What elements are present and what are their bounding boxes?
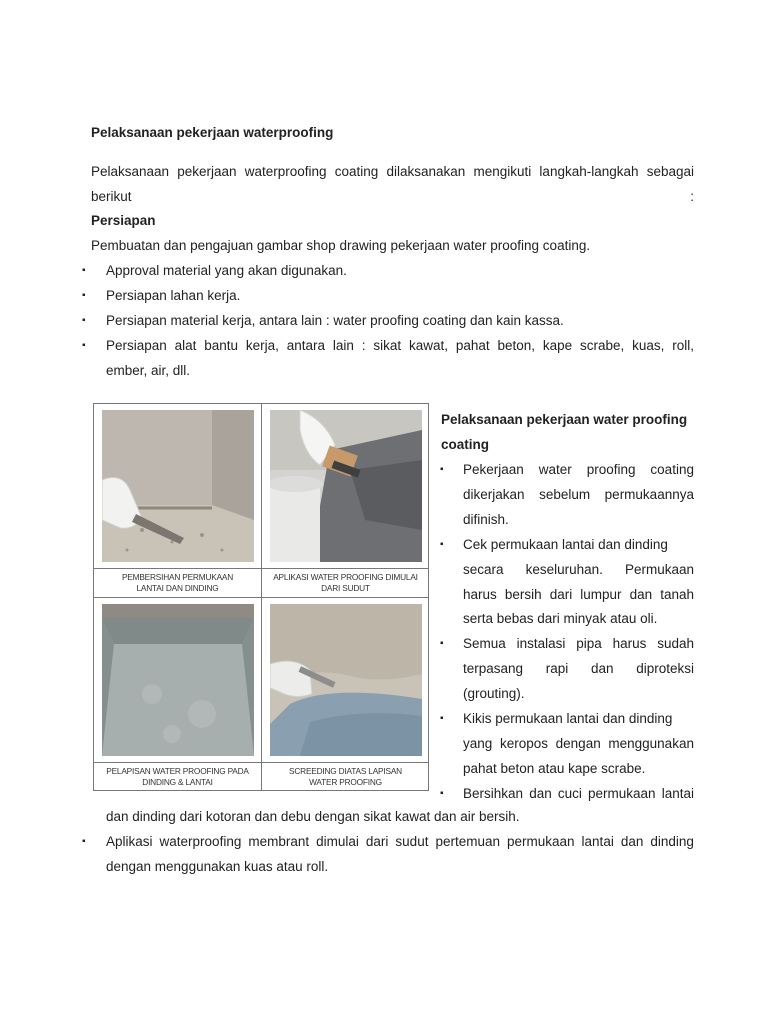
- persiapan-bullet-4: Persiapan alat bantu kerja, antara lain : sikat kawat, pahat beton, kape scrabe, kuas, roll,: [106, 338, 694, 353]
- bullet-continuation: dan dinding dari kotoran dan debu dengan sikat kawat dan air bersih.: [106, 809, 520, 824]
- pelaksanaan-line: [463, 785, 694, 803]
- photo-coating-corner: [270, 410, 422, 562]
- word: lantai: [661, 785, 694, 801]
- word: dengan: [555, 735, 601, 751]
- word: pipa: [576, 636, 602, 652]
- word: lumpur: [580, 586, 622, 602]
- word: water: [538, 462, 572, 477]
- pelaksanaan-line: [463, 561, 694, 579]
- pelaksanaan-line: [463, 660, 694, 678]
- photo-cell-4: [262, 598, 429, 791]
- word: Aplikasi: [106, 834, 153, 849]
- section-title-pelaksanaan: Pelaksanaan pekerjaan water proofing: [441, 412, 688, 427]
- pelaksanaan-line: Cek permukaan lantai dan dinding: [463, 536, 668, 552]
- word: harus: [612, 636, 647, 652]
- word: membrant: [248, 834, 310, 849]
- word: Pekerjaan: [463, 462, 524, 477]
- word: dan: [590, 661, 614, 677]
- word: bersih: [504, 586, 542, 602]
- photo-coating-wall-floor: [102, 604, 254, 756]
- word: keseluruhan.: [525, 561, 603, 577]
- word: dikerjakan: [463, 486, 525, 502]
- pelaksanaan-line: [463, 461, 694, 479]
- bullet-icon: ▪: [82, 315, 86, 326]
- photo-cleaning-surface: [102, 410, 254, 562]
- photo-caption-1: PEMBERSIHAN PERMUKAAN LANTAI DAN DINDING: [94, 568, 261, 596]
- persiapan-bullet-4-cont: ember, air, dll.: [106, 363, 191, 378]
- word: permukaannya: [604, 486, 694, 502]
- intro-berikut: berikut: [91, 189, 132, 204]
- photo-cell-3: [94, 598, 261, 791]
- pelaksanaan-line: [463, 486, 694, 504]
- photo-cell-1: [94, 404, 261, 597]
- bullet-icon: ▪: [440, 538, 444, 550]
- persiapan-lead: Pembuatan dan pengajuan gambar shop drawing pekerjaan water proofing coating.: [91, 238, 591, 253]
- word: dan: [620, 834, 644, 849]
- aplikasi-line-1: [106, 833, 694, 851]
- word: menggunakan: [608, 735, 694, 751]
- word: keropos: [499, 735, 548, 751]
- bullet-icon: ▪: [82, 836, 86, 847]
- word: coating: [650, 462, 694, 477]
- word: proofing: [586, 462, 636, 477]
- word: terpasang: [463, 661, 524, 677]
- word: Bersihkan: [463, 785, 524, 801]
- word: dan: [529, 785, 552, 801]
- word: rapi: [545, 661, 569, 677]
- bullet-icon: ▪: [82, 290, 86, 301]
- word: sudah: [657, 636, 694, 652]
- photo-caption-2: APLIKASI WATER PROOFING DIMULAI DARI SUDUT: [262, 568, 429, 596]
- intro-colon: :: [690, 189, 694, 204]
- photo-screeding: [270, 604, 422, 756]
- word: permukaan: [507, 834, 575, 849]
- intro-line-2: [91, 188, 694, 206]
- intro-line-1: Pelaksanaan pekerjaan waterproofing coating dilaksanakan mengikuti langkah-langkah sebagai: [91, 164, 694, 179]
- photo-caption-4: SCREEDING DIATAS LAPISAN WATER PROOFING: [262, 762, 429, 790]
- pelaksanaan-line: [463, 586, 694, 604]
- persiapan-bullet-1: Approval material yang akan digunakan.: [106, 263, 347, 278]
- photo-grid: [93, 403, 429, 791]
- persiapan-bullet-2: Persiapan lahan kerja.: [106, 288, 241, 303]
- pelaksanaan-line: (grouting).: [463, 686, 525, 702]
- persiapan-bullet-3: Persiapan material kerja, antara lain : water proofing coating dan kain kassa.: [106, 313, 564, 328]
- word: permukaan: [588, 785, 656, 801]
- pelaksanaan-line: [463, 735, 694, 753]
- intro-text: [91, 163, 694, 181]
- word: waterproofing: [159, 834, 242, 849]
- word: dan: [629, 586, 653, 602]
- word: dinding: [650, 834, 694, 849]
- section-title-persiapan: Persiapan: [91, 213, 156, 228]
- photo-cell-2: [262, 404, 429, 597]
- aplikasi-line-2: dengan menggunakan kuas atau roll.: [106, 859, 329, 874]
- page-heading: Pelaksanaan pekerjaan waterproofing: [91, 125, 334, 140]
- word: instalasi: [516, 636, 566, 652]
- word: diproteksi: [636, 661, 694, 677]
- word: dari: [365, 834, 389, 849]
- word: lantai: [581, 834, 614, 849]
- section-title-pelaksanaan-cont: coating: [441, 437, 490, 452]
- word: Semua: [463, 636, 506, 652]
- pelaksanaan-line: difinish.: [463, 511, 509, 527]
- word: Permukaan: [624, 561, 694, 577]
- pelaksanaan-line: pahat beton atau kape scrabe.: [463, 760, 646, 776]
- pelaksanaan-line: Kikis permukaan lantai dan dinding: [463, 711, 673, 726]
- bullet-icon: ▪: [440, 464, 444, 475]
- photo-caption-3: PELAPISAN WATER PROOFING PADA DINDING & LANTAI: [94, 762, 261, 790]
- word: dari: [549, 586, 573, 602]
- bullet-icon: ▪: [440, 787, 444, 799]
- word: pertemuan: [435, 834, 500, 849]
- word: tanah: [660, 586, 694, 602]
- bullet-icon: ▪: [440, 713, 444, 724]
- bullet-icon: ▪: [82, 265, 86, 276]
- word: cuci: [557, 785, 582, 801]
- word: sebelum: [539, 486, 591, 502]
- word: yang: [463, 735, 493, 751]
- bullet-icon: ▪: [440, 638, 444, 650]
- word: dimulai: [316, 834, 359, 849]
- word: sudut: [395, 834, 429, 849]
- word: secara: [463, 561, 504, 577]
- pelaksanaan-line: serta bebas dari minyak atau oli.: [463, 611, 658, 627]
- word: harus: [463, 586, 497, 602]
- bullet-icon: ▪: [82, 340, 86, 351]
- pelaksanaan-line: [463, 635, 694, 653]
